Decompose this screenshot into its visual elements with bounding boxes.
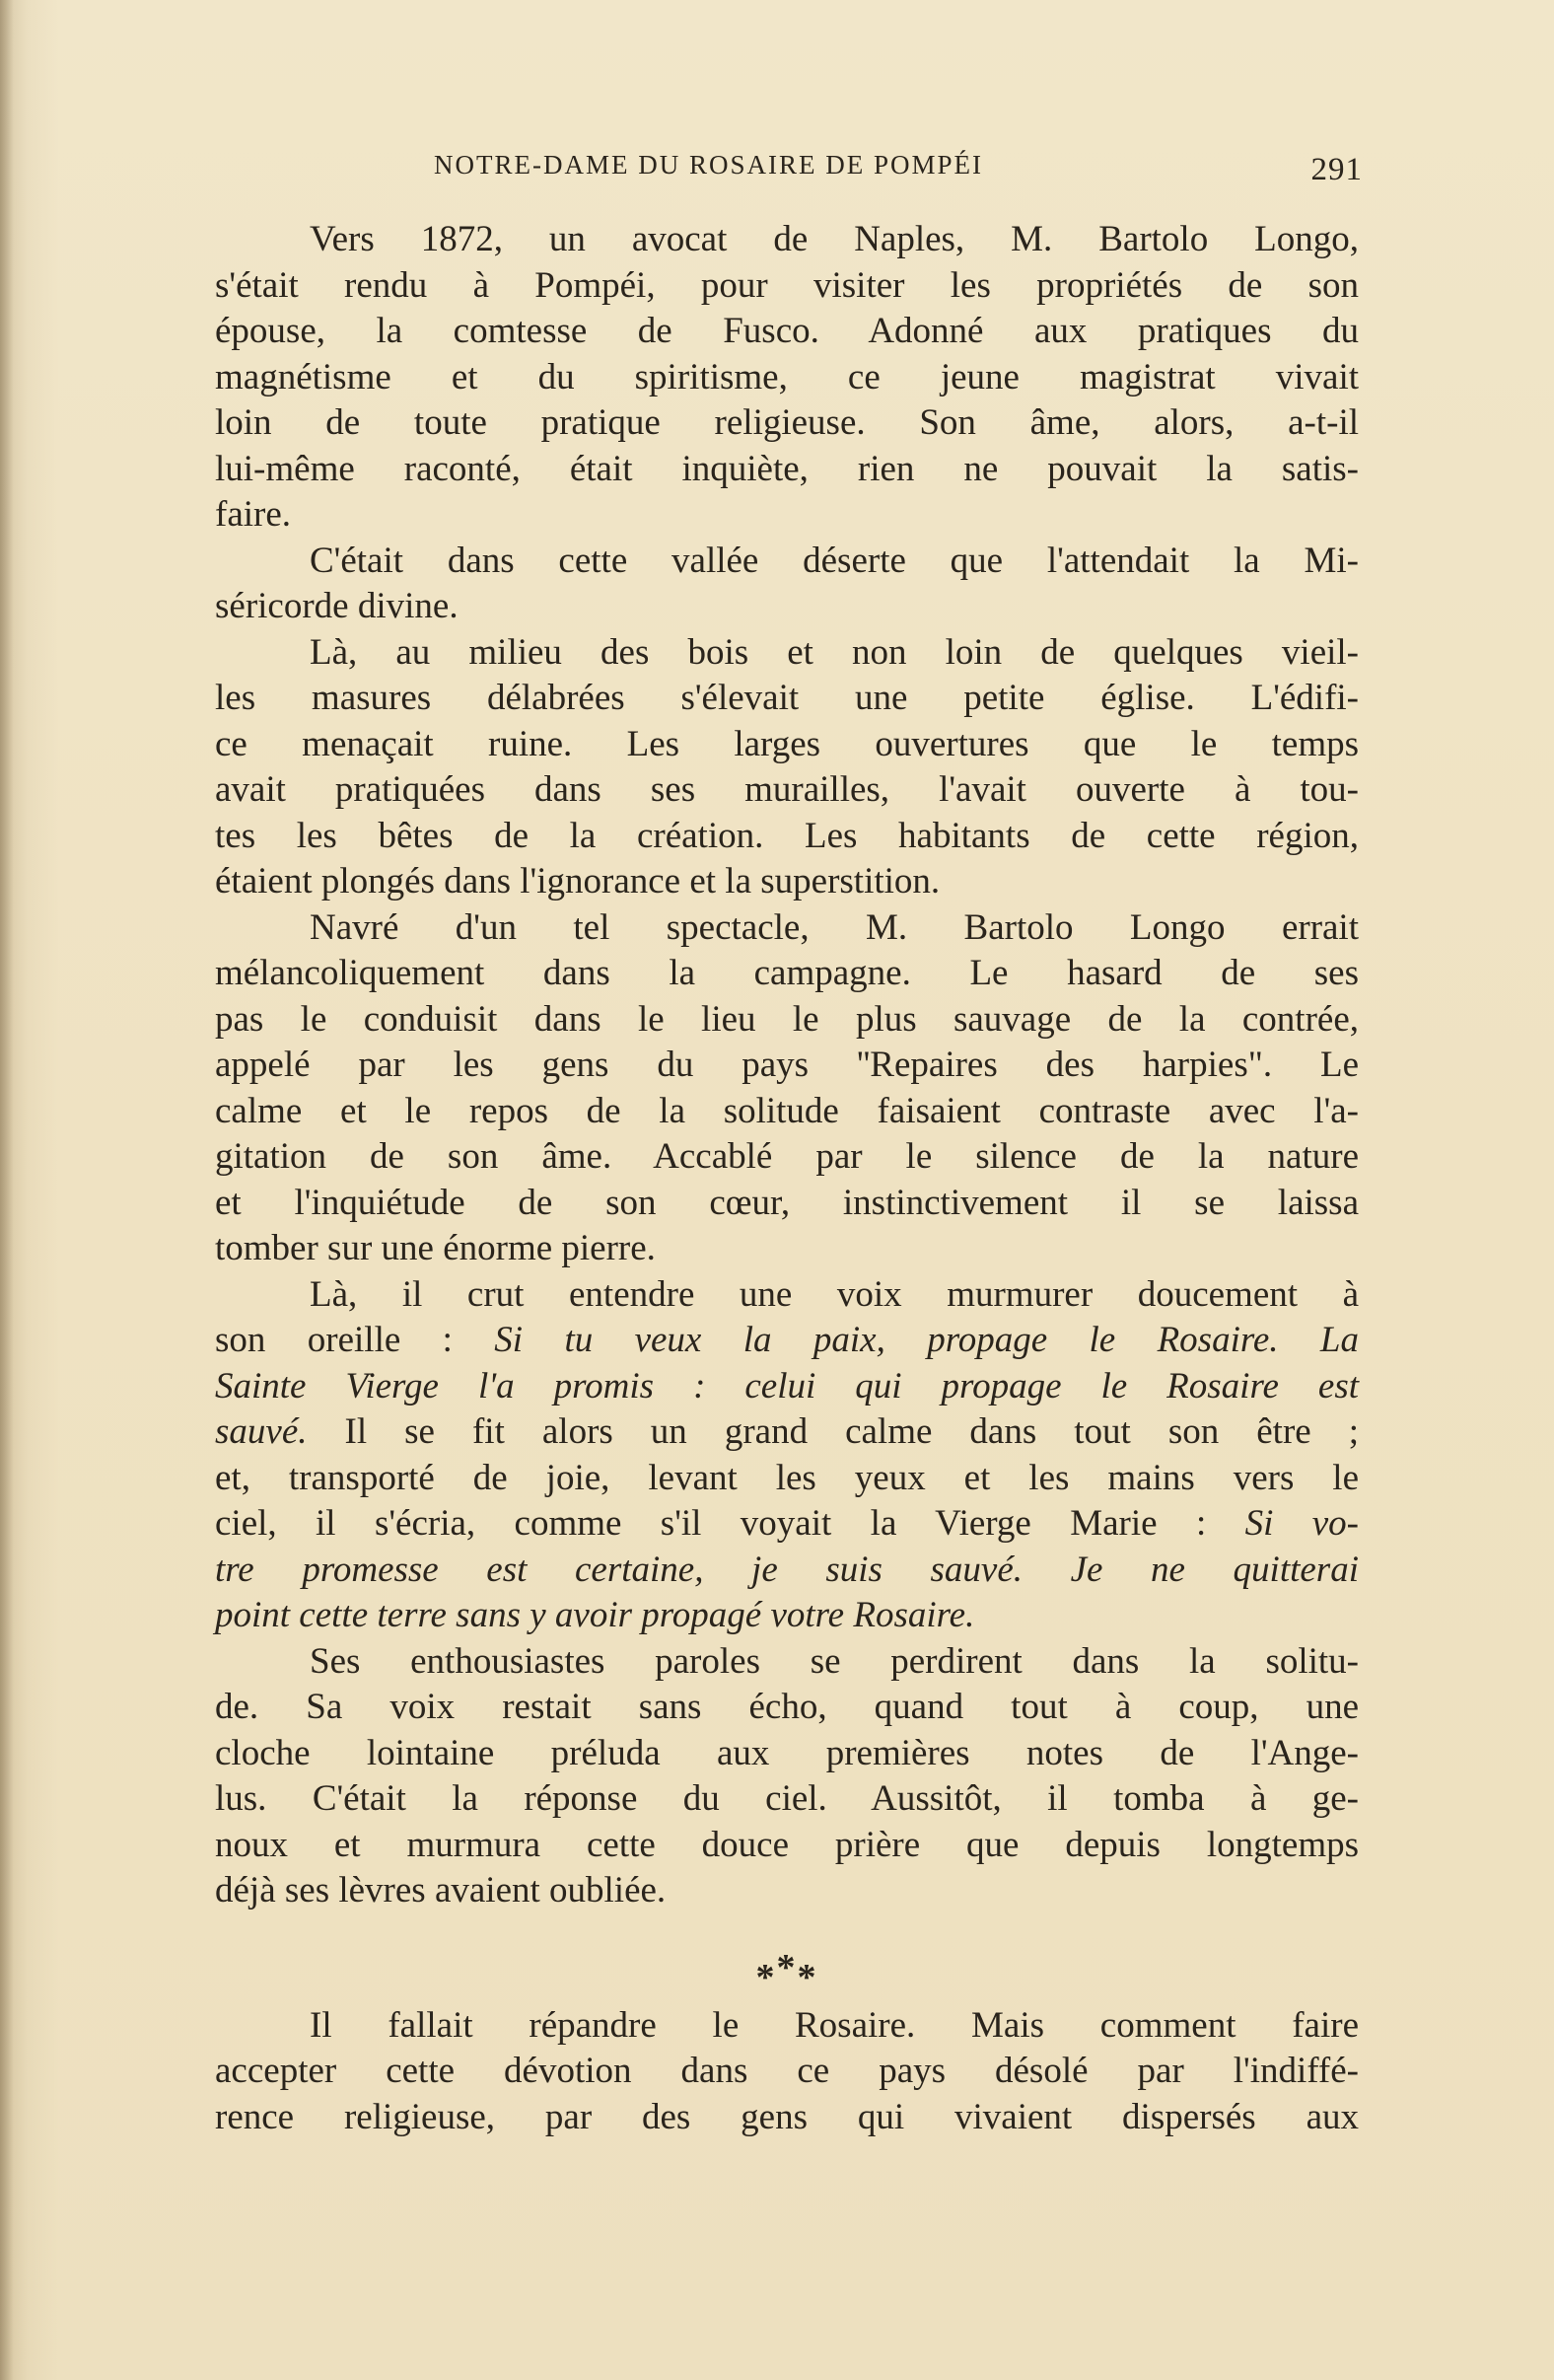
roman-run: et, transporté de joie, levant les yeux et les mains vers le xyxy=(215,1457,1359,1498)
italic-run: point cette terre sans y avoir propagé votre Rosaire. xyxy=(215,1595,975,1635)
text-line: Navré d'un tel spectacle, M. Bartolo Longo errait xyxy=(310,906,1359,948)
running-head xyxy=(215,150,1371,189)
paragraph xyxy=(215,2003,1359,2141)
text-line: gitation de son âme. Accablé par le silence de la nature xyxy=(215,1136,1359,1177)
text-line: lus. C'était la réponse du ciel. Aussitôt, il tomba à ge- xyxy=(215,1778,1359,1819)
text-line: lui-même raconté, était inquiète, rien ne pouvait la satis- xyxy=(215,448,1359,489)
paragraph xyxy=(215,1272,1359,1639)
text-line: appelé par les gens du pays ''Repaires des harpies". Le xyxy=(215,1045,1359,1085)
text-block xyxy=(215,217,1359,2140)
text-line xyxy=(215,1501,1359,1548)
italic-run: Sainte Vierge l'a promis : celui qui propage le Rosaire est xyxy=(215,1365,1359,1406)
italic-run: sauvé. xyxy=(215,1411,308,1452)
section-gap xyxy=(215,1914,1359,1928)
page-binding-edge xyxy=(0,0,14,2380)
asterisk-left: * xyxy=(755,1956,777,1998)
text-line: les masures délabrées s'élevait une petite église. L'édifi- xyxy=(215,678,1359,718)
text-line: tomber sur une énorme pierre. xyxy=(215,1228,656,1268)
paragraph xyxy=(215,1639,1359,1914)
text-line: tes les bêtes de la création. Les habitants de cette région, xyxy=(215,815,1359,856)
text-line xyxy=(215,1548,1359,1594)
text-line: accepter cette dévotion dans ce pays désolé par l'indiffé- xyxy=(215,2051,1359,2091)
paragraph xyxy=(215,905,1359,1272)
text-line: cloche lointaine préluda aux premières notes de l'Ange- xyxy=(215,1732,1359,1773)
text-line xyxy=(215,1409,1359,1456)
page-number: 291 xyxy=(1310,152,1363,187)
text-line xyxy=(215,1272,1359,1319)
italic-run: Si tu veux la paix, propage le Rosaire. La xyxy=(494,1320,1360,1360)
text-line: et l'inquiétude de son cœur, instinctivement il se laissa xyxy=(215,1182,1359,1223)
running-title: NOTRE-DAME DU ROSAIRE DE POMPÉI xyxy=(434,150,984,180)
text-line: pas le conduisit dans le lieu le plus sauvage de la contrée, xyxy=(215,998,1359,1040)
text-line: s'était rendu à Pompéi, pour visiter les propriétés de son xyxy=(215,264,1359,306)
text-line: avait pratiquées dans ses murailles, l'avait ouverte à tou- xyxy=(215,769,1359,810)
paragraph xyxy=(215,630,1359,905)
text-line: noux et murmura cette douce prière que depuis longtemps xyxy=(215,1824,1359,1865)
asterisk-top: * xyxy=(776,1946,798,1988)
asterisk-right: * xyxy=(797,1956,818,1998)
text-line: Là, au milieu des bois et non loin de quelques vieil- xyxy=(310,631,1359,673)
text-line xyxy=(215,1456,1359,1502)
text-line: Ses enthousiastes paroles se perdirent dans la solitu- xyxy=(310,1640,1359,1682)
text-line: Il fallait répandre le Rosaire. Mais comment faire xyxy=(310,2004,1359,2046)
text-line: épouse, la comtesse de Fusco. Adonné aux pratiques du xyxy=(215,311,1359,351)
text-line: faire. xyxy=(215,494,292,535)
text-line: séricorde divine. xyxy=(215,586,459,626)
text-line: déjà ses lèvres avaient oubliée. xyxy=(215,1870,667,1911)
section-gap xyxy=(215,1989,1359,2003)
text-line: ce menaçait ruine. Les larges ouvertures que le temps xyxy=(215,723,1359,764)
asterism xyxy=(215,1928,1359,1998)
text-line: rence religieuse, par des gens qui vivaient dispersés aux xyxy=(215,2096,1359,2137)
roman-run: ciel, il s'écria, comme s'il voyait la Vierge Marie : xyxy=(215,1503,1245,1544)
italic-run: Si vo- xyxy=(1244,1503,1359,1544)
text-line: de. Sa voix restait sans écho, quand tout à coup, une xyxy=(215,1687,1359,1727)
text-line xyxy=(215,1593,1359,1639)
roman-run: son oreille : xyxy=(215,1320,495,1360)
text-line: Vers 1872, un avocat de Naples, M. Bartolo Longo, xyxy=(310,219,1359,259)
paragraph xyxy=(215,539,1359,630)
paragraph xyxy=(215,217,1359,539)
text-line: magnétisme et du spiritisme, ce jeune magistrat vivait xyxy=(215,356,1359,397)
roman-run: Là, il crut entendre une voix murmurer doucement à xyxy=(310,1273,1359,1315)
italic-run: tre promesse est certaine, je suis sauvé. Je ne quitterai xyxy=(215,1549,1359,1590)
text-line xyxy=(215,1364,1359,1410)
text-line: C'était dans cette vallée déserte que l'attendait la Mi- xyxy=(310,540,1359,581)
text-line: calme et le repos de la solitude faisaient contraste avec l'a- xyxy=(215,1090,1359,1131)
text-line: mélancoliquement dans la campagne. Le hasard de ses xyxy=(215,953,1359,993)
text-line xyxy=(215,1318,1359,1364)
text-line: étaient plongés dans l'ignorance et la superstition. xyxy=(215,861,941,902)
text-line: loin de toute pratique religieuse. Son âme, alors, a-t-il xyxy=(215,402,1359,443)
roman-run: Il se fit alors un grand calme dans tout son être ; xyxy=(307,1411,1359,1452)
